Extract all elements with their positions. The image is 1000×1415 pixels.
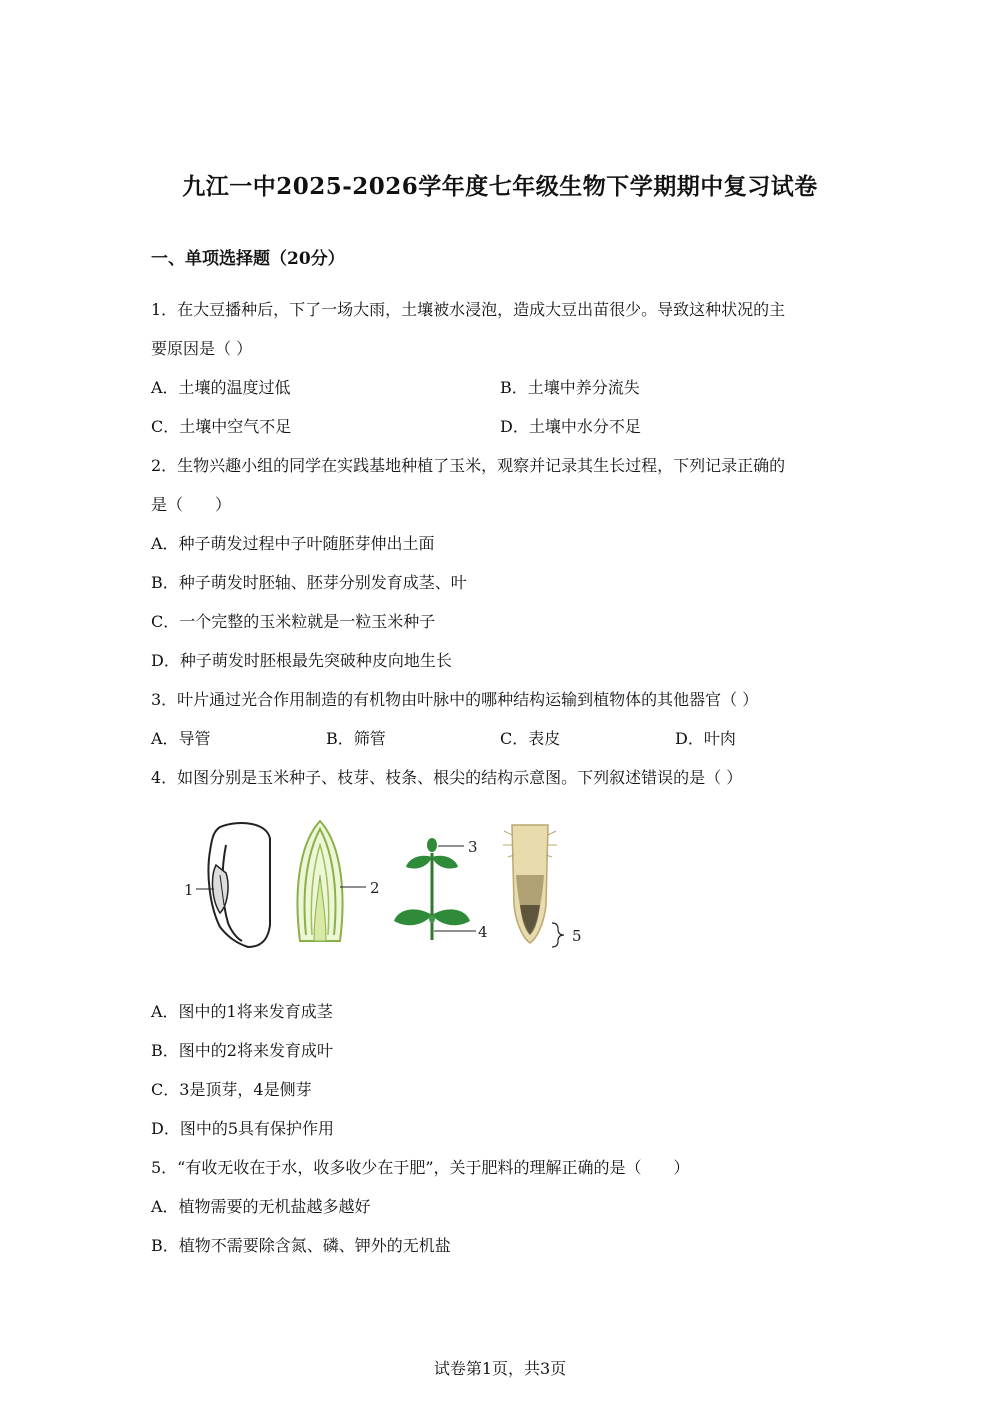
q2-option-b: B．种子萌发时胚轴、胚芽分别发育成茎、叶 [151,573,467,592]
fig-label-3: 3 [468,838,478,856]
corn-seed-diagram [196,823,270,947]
q4-stem: 4．如图分别是玉米种子、枝芽、枝条、根尖的结构示意图。下列叙述错误的是（ ） [151,768,743,787]
plant-structure-figure [180,815,600,955]
q3-option-a: A．导管 [151,729,211,748]
q5-option-b: B．植物不需要除含氮、磷、钾外的无机盐 [151,1236,451,1255]
fig-label-5: 5 [572,927,582,945]
fig-label-4: 4 [478,923,488,941]
q4-option-b: B．图中的2将来发育成叶 [151,1041,333,1060]
q4-option-c: C．3是顶芽，4是侧芽 [151,1080,312,1099]
q5-option-a: A．植物需要的无机盐越多越好 [151,1197,371,1216]
page-title: 九江一中2025-2026学年度七年级生物下学期期中复习试卷 [182,173,818,200]
fig-label-1: 1 [184,881,194,899]
branch-diagram [394,838,476,940]
q1-stem-line1: 1．在大豆播种后，下了一场大雨，土壤被水浸泡，造成大豆出苗很少。导致这种状况的主 [151,300,786,319]
fig-label-2: 2 [370,879,380,897]
q1-option-a: A．土壤的温度过低 [151,378,291,397]
q1-option-b: B．土壤中养分流失 [500,378,640,397]
q3-option-b: B．筛管 [326,729,386,748]
q3-option-d: D．叶肉 [675,729,736,748]
q2-option-c: C．一个完整的玉米粒就是一粒玉米种子 [151,612,436,631]
q3-stem: 3．叶片通过光合作用制造的有机物由叶脉中的哪种结构运输到植物体的其他器官（ ） [151,690,759,709]
q1-option-c: C．土壤中空气不足 [151,417,292,436]
q1-option-d: D．土壤中水分不足 [500,417,641,436]
q5-stem: 5．“有收无收在于水，收多收少在于肥”，关于肥料的理解正确的是（ ） [151,1158,690,1177]
q4-option-d: D．图中的5具有保护作用 [151,1119,335,1138]
q3-option-c: C．表皮 [500,729,561,748]
root-tip-diagram [503,825,564,947]
page-footer: 试卷第1页，共3页 [433,1359,567,1378]
section-heading: 一、单项选择题（20分） [151,249,345,269]
q2-stem-line2: 是（ ） [151,495,232,514]
q2-option-d: D．种子萌发时胚根最先突破种皮向地生长 [151,651,452,670]
q1-stem-line2: 要原因是（ ） [151,339,253,358]
q2-stem-line1: 2．生物兴趣小组的同学在实践基地种植了玉米，观察并记录其生长过程，下列记录正确的 [151,456,786,475]
branch-bud-diagram [297,821,366,941]
q4-option-a: A．图中的1将来发育成茎 [151,1002,333,1021]
q2-option-a: A．种子萌发过程中子叶随胚芽伸出土面 [151,534,435,553]
